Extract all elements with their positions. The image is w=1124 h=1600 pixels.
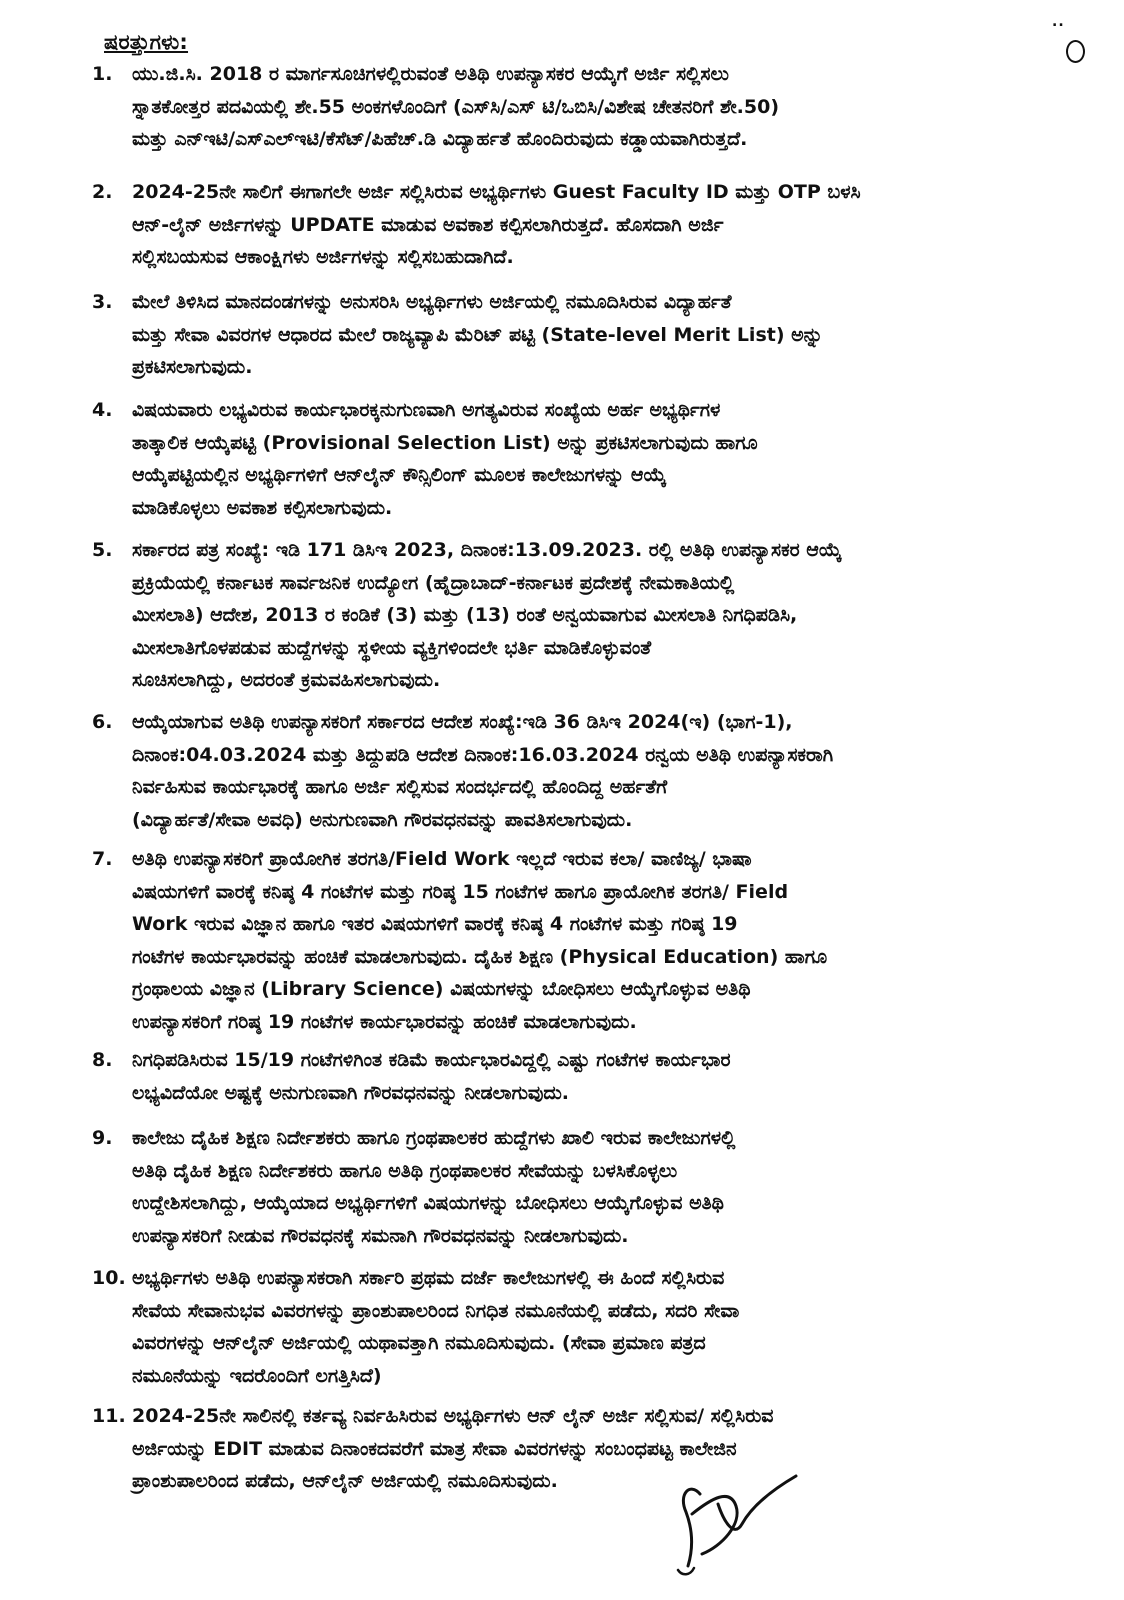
item-text: ಕಾಲೇಜು ದೈಹಿಕ ಶಿಕ್ಷಣ ನಿರ್ದೇಶಕರು ಹಾಗೂ ಗ್ರಂಥಪಾಲಕರ ಹುದ್ದೆಗಳು ಖಾಲಿ ಇರುವ ಕಾಲೇಜುಗಳಲ್ಲಿ ಅತಿಥಿ ದೈಹಿಕ ಶಿಕ್ಷಣ ನಿರ್ದೇಶಕರು ಹಾಗೂ ಅತಿಥಿ ಗ್ರಂಥಪಾಲಕರ ಸೇವೆಯನ್ನು ಬಳಸಿಕೊಳ್ಳಲು ಉದ್ದೇಶಿಸಲಾಗಿದ್ದು, ಆಯ್ಕೆಯಾದ ಅಭ್ಯರ್ಥಿಗಳಿಗೆ ವಿಷಯಗಳನ್ನು ಬೋಧಿಸಲು ಆಯ್ಕೆಗೊಳ್ಳುವ ಅತಿಥಿ ಉಪನ್ಯಾಸಕರಿಗೆ ನೀಡುವ ಗೌರವಧನಕ್ಕೆ ಸಮನಾಗಿ ಗೌರವಧನವನ್ನು ನೀಡಲಾಗುವುದು.: [132, 1127, 736, 1247]
item-number: 1.: [92, 63, 113, 85]
item-number: 9.: [92, 1127, 113, 1149]
item-number: 10.: [92, 1267, 126, 1289]
conditions-heading: ಷರತ್ತುಗಳು:: [104, 30, 189, 54]
item-text: 2024-25ನೇ ಸಾಲಿನಲ್ಲಿ ಕರ್ತವ್ಯ ನಿರ್ವಹಿಸಿರುವ ಅಭ್ಯರ್ಥಿಗಳು ಆನ್ ಲೈನ್ ಅರ್ಜಿ ಸಲ್ಲಿಸುವ/ ಸಲ್ಲಿಸಿರುವ ಅರ್ಜಿಯನ್ನು EDIT ಮಾಡುವ ದಿನಾಂಕದವರೆಗೆ ಮಾತ್ರ ಸೇವಾ ವಿವರಗಳನ್ನು ಸಂಬಂಧಪಟ್ಟ ಕಾಲೇಜಿನ ಪ್ರಾಂಶುಪಾಲರಿಂದ ಪಡೆದು, ಆನ್‌ಲೈನ್ ಅರ್ಜಿಯಲ್ಲಿ ನಮೂದಿಸುವುದು.: [132, 1405, 774, 1492]
item-text: ನಿಗಧಿಪಡಿಸಿರುವ 15/19 ಗಂಟೆಗಳಿಗಿಂತ ಕಡಿಮೆ ಕಾರ್ಯಭಾರವಿದ್ದಲ್ಲಿ ಎಷ್ಟು ಗಂಟೆಗಳ ಕಾರ್ಯಭಾರ ಲಭ್ಯವಿದೆಯೋ ಅಷ್ಟಕ್ಕೆ ಅನುಗುಣವಾಗಿ ಗೌರವಧನವನ್ನು ನೀಡಲಾಗುವುದು.: [132, 1049, 731, 1104]
item-number: 11.: [92, 1405, 126, 1427]
item-text: ಮೇಲೆ ತಿಳಿಸಿದ ಮಾನದಂಡಗಳನ್ನು ಅನುಸರಿಸಿ ಅಭ್ಯರ್ಥಿಗಳು ಅರ್ಜಿಯಲ್ಲಿ ನಮೂದಿಸಿರುವ ವಿದ್ಯಾರ್ಹತೆ ಮತ್ತು ಸೇವಾ ವಿವರಗಳ ಆಧಾರದ ಮೇಲೆ ರಾಜ್ಯವ್ಯಾಪಿ ಮೆರಿಟ್ ಪಟ್ಟಿ (State-level Merit List) ಅನ್ನು ಪ್ರಕಟಿಸಲಾಗುವುದು.: [132, 291, 823, 378]
item-number: 8.: [92, 1049, 113, 1071]
item-text: ಅಭ್ಯರ್ಥಿಗಳು ಅತಿಥಿ ಉಪನ್ಯಾಸಕರಾಗಿ ಸರ್ಕಾರಿ ಪ್ರಥಮ ದರ್ಜೆ ಕಾಲೇಜುಗಳಲ್ಲಿ ಈ ಹಿಂದೆ ಸಲ್ಲಿಸಿರುವ ಸೇವೆಯ ಸೇವಾನುಭವ ವಿವರಗಳನ್ನು ಪ್ರಾಂಶುಪಾಲರಿಂದ ನಿಗಧಿತ ನಮೂನೆಯಲ್ಲಿ ಪಡೆದು, ಸದರಿ ಸೇವಾ ವಿವರಗಳನ್ನು ಆನ್‌ಲೈನ್ ಅರ್ಜಿಯಲ್ಲಿ ಯಥಾವತ್ತಾಗಿ ನಮೂದಿಸುವುದು. (ಸೇವಾ ಪ್ರಮಾಣ ಪತ್ರದ ನಮೂನೆಯನ್ನು ಇದರೊಂದಿಗೆ ಲಗತ್ತಿಸಿದೆ): [132, 1267, 740, 1387]
item-text: ಅತಿಥಿ ಉಪನ್ಯಾಸಕರಿಗೆ ಪ್ರಾಯೋಗಿಕ ತರಗತಿ/Field Work ಇಲ್ಲದೆ ಇರುವ ಕಲಾ/ ವಾಣಿಜ್ಯ/ ಭಾಷಾ ವಿಷಯಗಳಿಗೆ ವಾರಕ್ಕೆ ಕನಿಷ್ಠ 4 ಗಂಟೆಗಳ ಮತ್ತು ಗರಿಷ್ಠ 15 ಗಂಟೆಗಳ ಹಾಗೂ ಪ್ರಾಯೋಗಿಕ ತರಗತಿ/ Field Work ಇರುವ ವಿಜ್ಞಾನ ಹಾಗೂ ಇತರ ವಿಷಯಗಳಿಗೆ ವಾರಕ್ಕೆ ಕನಿಷ್ಠ 4 ಗಂಟೆಗಳ ಮತ್ತು ಗರಿಷ್ಠ 19 ಗಂಟೆಗಳ ಕಾರ್ಯಭಾರವನ್ನು ಹಂಚಿಕೆ ಮಾಡಲಾಗುವುದು. ದೈಹಿಕ ಶಿಕ್ಷಣ (Physical Education) ಹಾಗೂ ಗ್ರಂಥಾಲಯ ವಿಜ್ಞಾನ (Library Science) ವಿಷಯಗಳನ್ನು ಬೋಧಿಸಲು ಆಯ್ಕೆಗೊಳ್ಳುವ ಅತಿಥಿ ಉಪನ್ಯಾಸಕರಿಗೆ ಗರಿಷ್ಠ 19 ಗಂಟೆಗಳ ಕಾರ್ಯಭಾರವನ್ನು ಹಂಚಿಕೆ ಮಾಡಲಾಗುವುದು.: [132, 848, 828, 1033]
item-number: 2.: [92, 181, 113, 203]
item-number: 6.: [92, 711, 113, 733]
item-text: ಯು.ಜಿ.ಸಿ. 2018 ರ ಮಾರ್ಗಸೂಚಿಗಳಲ್ಲಿರುವಂತೆ ಅತಿಥಿ ಉಪನ್ಯಾಸಕರ ಆಯ್ಕೆಗೆ ಅರ್ಜಿ ಸಲ್ಲಿಸಲು ಸ್ನಾತಕೋತ್ತರ ಪದವಿಯಲ್ಲಿ ಶೇ.55 ಅಂಕಗಳೊಂದಿಗೆ (ಎಸ್‌ಸಿ/ಎಸ್ ಟಿ/ಒಬಿಸಿ/ವಿಶೇಷ ಚೇತನರಿಗೆ ಶೇ.50) ಮತ್ತು ಎನ್‌ಇಟಿ/ಎಸ್‌ಎಲ್‌ಇಟಿ/ಕೆಸೆಟ್/ಪಿಹೆಚ್.ಡಿ ವಿದ್ಯಾರ್ಹತೆ ಹೊಂದಿರುವುದು ಕಡ್ಡಾಯವಾಗಿರುತ್ತದೆ.: [132, 63, 780, 150]
handwritten-signature: [672, 1454, 802, 1582]
item-text: ಆಯ್ಕೆಯಾಗುವ ಅತಿಥಿ ಉಪನ್ಯಾಸಕರಿಗೆ ಸರ್ಕಾರದ ಆದೇಶ ಸಂಖ್ಯೆ:ಇಡಿ 36 ಡಿಸಿಇ 2024(ಇ) (ಭಾಗ-1), ದಿನಾಂಕ:04.03.2024 ಮತ್ತು ತಿದ್ದುಪಡಿ ಆದೇಶ ದಿನಾಂಕ:16.03.2024 ರನ್ವಯ ಅತಿಥಿ ಉಪನ್ಯಾಸಕರಾಗಿ ನಿರ್ವಹಿಸುವ ಕಾರ್ಯಭಾರಕ್ಕೆ ಹಾಗೂ ಅರ್ಜಿ ಸಲ್ಲಿಸುವ ಸಂದರ್ಭದಲ್ಲಿ ಹೊಂದಿದ್ದ ಅರ್ಹತೆಗೆ (ವಿದ್ಯಾರ್ಹತೆ/ಸೇವಾ ಅವಧಿ) ಅನುಗುಣವಾಗಿ ಗೌರವಧನವನ್ನು ಪಾವತಿಸಲಾಗುವುದು.: [132, 711, 834, 831]
item-text: 2024-25ನೇ ಸಾಲಿಗೆ ಈಗಾಗಲೇ ಅರ್ಜಿ ಸಲ್ಲಿಸಿರುವ ಅಭ್ಯರ್ಥಿಗಳು Guest Faculty ID ಮತ್ತು OTP ಬಳಸಿ ಆನ್-ಲೈನ್ ಅರ್ಜಿಗಳನ್ನು UPDATE ಮಾಡುವ ಅವಕಾಶ ಕಲ್ಪಿಸಲಾಗಿರುತ್ತದೆ. ಹೊಸದಾಗಿ ಅರ್ಜಿ ಸಲ್ಲಿಸಬಯಸುವ ಆಕಾಂಕ್ಷಿಗಳು ಅರ್ಜಿಗಳನ್ನು ಸಲ್ಲಿಸಬಹುದಾಗಿದೆ.: [132, 181, 861, 268]
item-text: ಸರ್ಕಾರದ ಪತ್ರ ಸಂಖ್ಯೆ: ಇಡಿ 171 ಡಿಸಿಇ 2023, ದಿನಾಂಕ:13.09.2023. ರಲ್ಲಿ ಅತಿಥಿ ಉಪನ್ಯಾಸಕರ ಆಯ್ಕೆ ಪ್ರಕ್ರಿಯೆಯಲ್ಲಿ ಕರ್ನಾಟಕ ಸಾರ್ವಜನಿಕ ಉದ್ಯೋಗ (ಹೈದ್ರಾಬಾದ್-ಕರ್ನಾಟಕ ಪ್ರದೇಶಕ್ಕೆ ನೇಮಕಾತಿಯಲ್ಲಿ ಮೀಸಲಾತಿ) ಆದೇಶ, 2013 ರ ಕಂಡಿಕೆ (3) ಮತ್ತು (13) ರಂತೆ ಅನ್ವಯವಾಗುವ ಮೀಸಲಾತಿ ನಿಗಧಿಪಡಿಸಿ, ಮೀಸಲಾತಿಗೊಳಪಡುವ ಹುದ್ದೆಗಳನ್ನು ಸ್ಥಳೀಯ ವ್ಯಕ್ತಿಗಳಿಂದಲೇ ಭರ್ತಿ ಮಾಡಿಕೊಳ್ಳುವಂತೆ ಸೂಚಿಸಲಾಗಿದ್ದು, ಅದರಂತೆ ಕ್ರಮವಹಿಸಲಾಗುವುದು.: [132, 539, 842, 691]
item-number: 5.: [92, 539, 113, 561]
item-number: 7.: [92, 848, 113, 870]
item-number: 4.: [92, 399, 113, 421]
item-text: ವಿಷಯವಾರು ಲಭ್ಯವಿರುವ ಕಾರ್ಯಭಾರಕ್ಕನುಗುಣವಾಗಿ ಅಗತ್ಯವಿರುವ ಸಂಖ್ಯೆಯ ಅರ್ಹ ಅಭ್ಯರ್ಥಿಗಳ ತಾತ್ಕಾಲಿಕ ಆಯ್ಕೆಪಟ್ಟಿ (Provisional Selection List) ಅನ್ನು ಪ್ರಕಟಿಸಲಾಗುವುದು ಹಾಗೂ ಆಯ್ಕೆಪಟ್ಟಿಯಲ್ಲಿನ ಅಭ್ಯರ್ಥಿಗಳಿಗೆ ಆನ್‌ಲೈನ್ ಕೌನ್ಸಿಲಿಂಗ್ ಮೂಲಕ ಕಾಲೇಜುಗಳನ್ನು ಆಯ್ಕೆ ಮಾಡಿಕೊಳ್ಳಲು ಅವಕಾಶ ಕಲ್ಪಿಸಲಾಗುವುದು.: [132, 399, 758, 519]
item-number: 3.: [92, 291, 113, 313]
corner-circle-mark: [1066, 40, 1085, 63]
corner-mark: ..: [1052, 14, 1065, 30]
